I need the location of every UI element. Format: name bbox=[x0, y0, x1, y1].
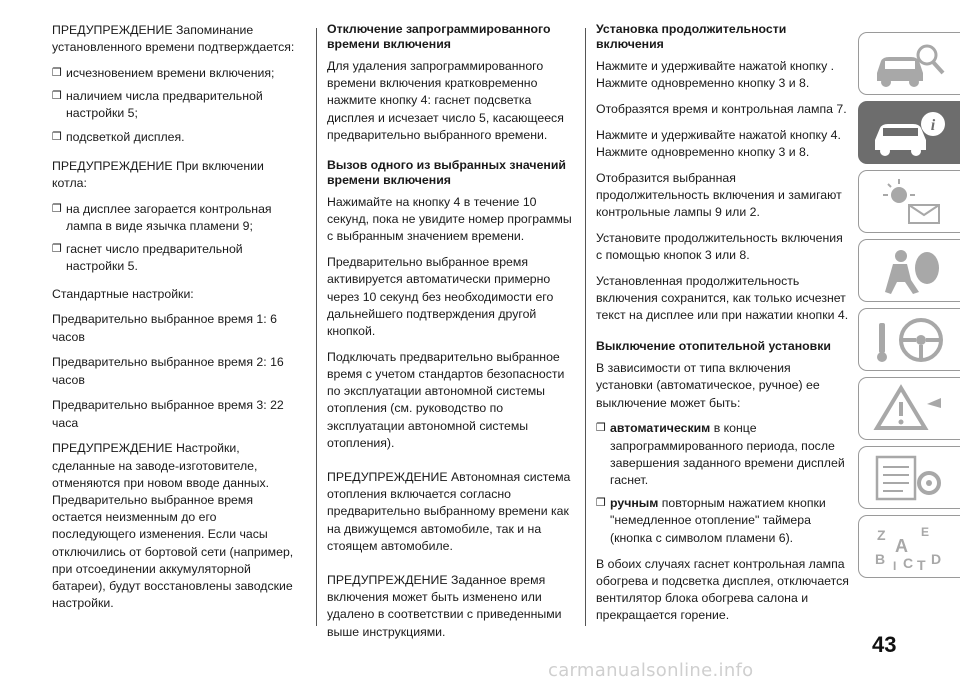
paragraph: ПРЕДУПРЕЖДЕНИЕ Автономная система отопления включается согласно предварительно выбранному времени как на движущемся автомобиле, так и на стоящем автомобиле. bbox=[327, 470, 571, 553]
paragraph: Подключать предварительно выбранное время с учетом стандартов безопасности по эксплуатации автономной системы отопления (см. руководство по эксплуатации автономной системы отопления). bbox=[327, 349, 565, 450]
paragraph: Предварительно выбранное время активируется автоматически примерно через 10 секунд без необходимости его дальнейшего подтверждения другой кнопкой. bbox=[327, 255, 554, 339]
svg-text:A: A bbox=[895, 536, 908, 556]
svg-text:B: B bbox=[875, 551, 886, 567]
tab-safety[interactable] bbox=[858, 239, 960, 302]
tab-lights-mail[interactable] bbox=[858, 170, 960, 233]
paragraph: Нажмите и удерживайте нажатой кнопку 4. Нажмите одновременно кнопку 3 и 8. bbox=[596, 127, 841, 159]
paragraph: Установленная продолжительность включения сохранится, как только исчезнет текст на дисплее или при нажатии кнопки 4. bbox=[596, 274, 849, 323]
watermark: carmanualsonline.info bbox=[548, 660, 754, 681]
paragraph: ПРЕДУПРЕЖДЕНИЕ Настройки, сделанные на заводе-изготовителе, отменяются при новом вводе данных. Предварительно выбранное время остается неизменным до его последующего изменения. Если часы отключились от бортовой сети (например, при отсоединении аккумуляторной батареи), будут восстановлены заводские настройки. bbox=[52, 441, 294, 611]
section-tabs bbox=[858, 32, 960, 584]
list-item: ❒ автоматическим в конце запрограммированного периода, после завершения заданного времени дисплей гаснет. bbox=[596, 421, 845, 487]
paragraph: Предварительно выбранное время 3: 22 часа bbox=[52, 398, 284, 430]
tab-driving[interactable] bbox=[858, 308, 960, 371]
warning-triangle-icon bbox=[871, 384, 947, 434]
section-heading: Отключение запрограммированного времени включения bbox=[327, 22, 551, 51]
section-heading: Выключение отопительной установки bbox=[596, 338, 831, 353]
checkbox-bullet-icon: ❒ bbox=[596, 422, 606, 435]
svg-text:E: E bbox=[921, 525, 930, 539]
tab-maintenance[interactable] bbox=[858, 446, 960, 509]
checkbox-bullet-icon: ❒ bbox=[52, 202, 62, 215]
paragraph: В зависимости от типа включения установки (автоматическое, ручное) ее выключение может быть: bbox=[596, 361, 820, 410]
page-number: 43 bbox=[872, 632, 897, 657]
paragraph: Для удаления запрограммированного времени включения кратковременно нажмите кнопку 4: гаснет подсветка дисплея и исчезает число 5, касающееся предварительно выбранного времени. bbox=[327, 59, 564, 142]
svg-text:C: C bbox=[903, 555, 914, 571]
list-item: ❒ подсветкой дисплея. bbox=[52, 129, 302, 146]
paragraph: Нажимайте на кнопку 4 в течение 10 секунд, пока не увидите номер программы с выбранным значением времени. bbox=[327, 195, 572, 244]
tab-index[interactable] bbox=[858, 515, 960, 578]
paragraph: ПРЕДУПРЕЖДЕНИЕ Заданное время включения может быть изменено или удалено в соответствии с приведенными выше инструкциями. bbox=[327, 573, 562, 639]
column-2 bbox=[327, 22, 577, 649]
list-item: ❒ наличием числа предварительной настройки 5; bbox=[52, 89, 263, 121]
bold-term: ручным bbox=[610, 496, 659, 511]
tab-warnings[interactable] bbox=[858, 377, 960, 440]
svg-text:I: I bbox=[893, 559, 897, 572]
paragraph: Предварительно выбранное время 1: 6 часов bbox=[52, 312, 277, 344]
paragraph: ПРЕДУПРЕЖДЕНИЕ При включении котла: bbox=[52, 158, 264, 191]
list-item: ❒ на дисплее загорается контрольная лампа в виде язычка пламени 9; bbox=[52, 201, 272, 234]
column-3 bbox=[596, 22, 850, 633]
column-divider bbox=[316, 28, 317, 626]
car-info-icon bbox=[871, 108, 947, 158]
checkbox-bullet-icon: ❒ bbox=[52, 130, 62, 143]
list-item: ❒ гаснет число предварительной настройки 5. bbox=[52, 242, 243, 274]
service-list-icon bbox=[871, 453, 947, 503]
bold-term: автоматическим bbox=[610, 421, 711, 436]
svg-text:i: i bbox=[930, 117, 936, 134]
list-item: ❒ ручным повторным нажатием кнопки "немедленное отопление" таймера (кнопка с символом пламени 6). bbox=[596, 496, 826, 545]
checkbox-bullet-icon: ❒ bbox=[52, 90, 62, 103]
checkbox-bullet-icon: ❒ bbox=[52, 67, 62, 79]
tab-car-search[interactable] bbox=[858, 32, 960, 95]
airbag-person-icon bbox=[871, 246, 947, 296]
svg-text:T: T bbox=[917, 557, 926, 572]
list-item: ❒ исчезновением времени включения; bbox=[52, 65, 302, 82]
checkbox-bullet-icon: ❒ bbox=[596, 497, 606, 510]
car-search-icon bbox=[871, 39, 947, 89]
checkbox-bullet-icon: ❒ bbox=[52, 243, 62, 256]
section-heading: Вызов одного из выбранных значений времени включения bbox=[327, 158, 566, 187]
paragraph: Отобразится выбранная продолжительность включения и замигают контрольные лампы 9 или 2. bbox=[596, 170, 842, 220]
paragraph: Предварительно выбранное время 2: 16 часов bbox=[52, 355, 284, 387]
column-divider bbox=[585, 28, 586, 626]
tab-car-info[interactable] bbox=[858, 101, 960, 164]
paragraph: Отобразятся время и контрольная лампа 7. bbox=[596, 102, 847, 116]
section-heading: Установка продолжительности включения bbox=[596, 22, 787, 51]
paragraph: В обоих случаях гаснет контрольная лампа обогрева и подсветка дисплея, отключается вентилятор блока обогрева салона и прекращается горение. bbox=[596, 556, 849, 623]
paragraph: Установите продолжительность включения с помощью кнопок 3 или 8. bbox=[596, 231, 843, 263]
lights-mail-icon bbox=[871, 177, 947, 227]
paragraph: Нажмите и удерживайте нажатой кнопку . Нажмите одновременно кнопку 3 и 8. bbox=[596, 59, 835, 91]
paragraph: ПРЕДУПРЕЖДЕНИЕ Запоминание установленного времени подтверждается: bbox=[52, 23, 295, 55]
column-1 bbox=[52, 22, 302, 621]
steering-wheel-icon bbox=[871, 315, 947, 365]
svg-text:Z: Z bbox=[877, 527, 886, 543]
svg-text:D: D bbox=[931, 551, 942, 567]
alphabet-index-icon bbox=[871, 522, 947, 572]
paragraph: Стандартные настройки: bbox=[52, 286, 194, 301]
